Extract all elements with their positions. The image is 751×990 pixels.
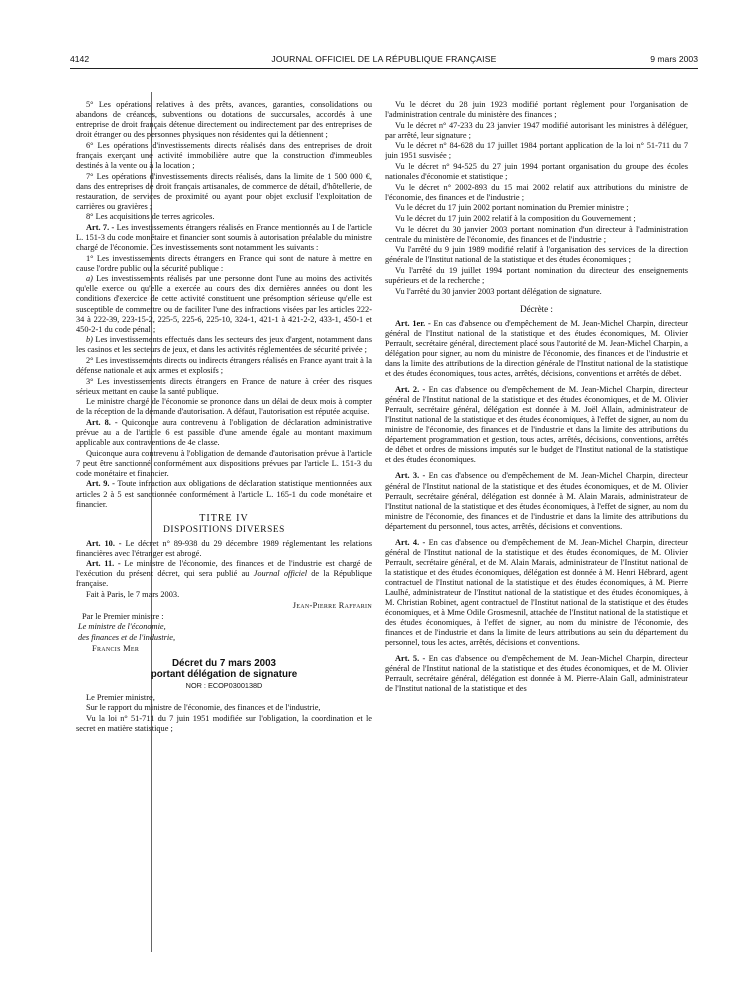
visa: Vu le décret du 17 juin 2002 relatif à la composition du Gouvernement ; [395,214,636,224]
article-heading: Art. 4. - [395,537,426,547]
article-text: En cas d'absence ou d'empêchement de M. Jean-Michel Charpin, directeur général de l'Institut national de la statistique et des études économiques, M. Olivier Perrault, secrétaire général, directement placé sous l'autorité de M. Jean-Michel Charpin, a délégation pour signer, au nom du ministre de l'économie, des finances et de l'industrie et dans la limite des attributions de la direction générale de l'Institut national de la statistique et des études économiques, tous actes, arrêtés, décisions, conventions et arrêtés de débet. [385,318,688,379]
article-text: de la République française. [76,569,372,589]
paragraph: 5° Les opérations relatives à des prêts, avances, garanties, consolidations ou abandons de créances, subventions ou dotations de succursales, accordés à une entreprise de droit français détenue directement ou indirectement par des entreprises de droit étranger ou des personnes physiques non résidentes qui la détiennent ; [76,100,372,140]
visa: Vu l'arrêté du 30 janvier 2003 portant délégation de signature. [395,286,602,296]
visa: Vu le décret n° 47-233 du 23 janvier 1947 modifié autorisant les ministres à déléguer, par arrêté, leur signature ; [385,120,688,140]
section-title: TITRE IV [199,512,249,524]
article-text: En cas d'absence ou d'empêchement de M. Jean-Michel Charpin, directeur général de l'Institut national de la statistique et des études économiques, et de M. Olivier Perrault, secrétaire général, délégation est donnée à M. Joël Allain, administrateur de l'Institut national de la statistique et des études économiques, à l'effet de signer, au nom du ministre de l'économie, des finances et de l'industrie et dans la limite des attributions du département programmation et gestion, tous actes, arrêtés, décisions, conventions, arrêtés de débet et ordres de missions imputés sur le budget de l'Institut national de la statistique et des études économiques. [385,385,688,465]
item-text: Les investissements réalisés par une personne dont l'une au moins des activités qu'elle exerce ou qu'elle a exercée au cours des dix dernières années ou dont les conditions d'exercice de cette activité constituent une présomption sérieuse qu'elle est susceptible de commettre ou de faciliter l'une des infractions visées par les articles 222-34 à 222-39, 223-15-2, 225-5, 225-6, 225-10, 324-1, 421-1 à 421-2-2, 433-1, 450-1 et 450-2-1 du code pénal ; [76,274,372,334]
done-at: Fait à Paris, le 7 mars 2003. [86,590,180,600]
decree-title: Décret du 7 mars 2003 [171,657,276,669]
article-heading: Art. 7. - [86,222,115,232]
article-text: Le décret n° 89-938 du 29 décembre 1989 réglementant les relations financières avec l'étranger est abrogé. [76,538,372,558]
decrees-heading: Décrète : [520,303,553,314]
item-label: b) [86,335,93,345]
article-1 [385,319,688,379]
right-column [385,100,688,982]
visa: Vu le décret n° 94-525 du 27 juin 1994 portant organisation du groupe des écoles nationales d'économie et statistique ; [385,162,688,182]
visa: Vu le décret du 17 juin 2002 portant nomination du Premier ministre ; [395,203,629,213]
article-text: En cas d'absence ou d'empêchement de M. Jean-Michel Charpin, directeur général de l'Institut national de la statistique et des études économiques, et de M. Olivier Perrault, secrétaire général, délégation est donnée à M. Alain Marais, administrateur de l'Institut national de la statistique et des études économiques, à l'effet de signer, au nom du ministre de l'économie, des finances et de l'industrie et dans la limite des attributions du département du personnel, tous actes, arrêtés, décisions et conventions. [385,471,688,531]
paragraph: Quiconque aura contrevenu à l'obligation de demande d'autorisation prévue à l'article 7 peut être sanctionné conformément aux dispositions prévues par l'article L. 151-3 du code monétaire et financier. [76,448,372,478]
visa: Vu le décret n° 2002-893 du 15 mai 2002 relatif aux attributions du ministre de l'économie, des finances et de l'industrie ; [385,182,688,202]
article-heading: Art. 3. - [395,471,426,481]
article-heading: Art. 5. - [395,654,426,664]
article-2 [385,385,688,465]
article-text: En cas d'absence ou d'empêchement de M. Jean-Michel Charpin, directeur général de l'Institut national de la statistique et des études économiques, de M. Olivier Perrault, secrétaire général, et de M. Alain Marais, administrateur de l'Institut national de la statistique et des études économiques, délégation est donnée à M. Henri Hébrard, agent contractuel de l'Institut national de la statistique et des études économiques, à M. Pierre Laulhé, administrateur de l'Institut national de la statistique et des études économiques, à M. Christian Robinet, agent contractuel de l'Institut national de la statistique et des études économiques, et à Mme Odile Grosmesnil, attachée de l'Institut national de la statistique et des études économiques, à l'effet de signer, au nom du ministre de l'économie, des finances et de l'industrie et dans la limite de leurs attributions au sein du département du personnel, tous les actes, arrêtés, décisions et conventions. [385,537,688,648]
publication-date: 9 mars 2003 [650,54,698,64]
article-11 [76,559,372,589]
article-9 [76,479,372,509]
article-heading: Art. 11. - [86,559,121,569]
article-text: Les investissements étrangers réalisés en France mentionnés au I de l'article L. 151-3 du code monétaire et financier sont soumis à autorisation préalable du ministre chargé de l'économie. Ces investissements sont notamment les suivants : [76,222,372,253]
journal-name: Journal officiel [253,569,308,579]
paragraph: 3° Les investissements directs étrangers en France de nature à créer des risques sérieux mettant en cause la santé publique. [76,376,372,396]
section-subtitle: DISPOSITIONS DIVERSES [163,524,285,535]
article-heading: Art. 10. - [86,538,122,548]
signature-prime-minister: Jean-Pierre Raffarin [292,601,372,611]
paragraph: 2° Les investissements directs ou indirects étrangers réalisés en France ayant trait à la défense nationale et aux armes et explosifs ; [76,355,372,375]
paragraph: 6° Les opérations d'investissements directs réalisés dans des entreprises de droit français exerçant une activité immobilière autre que la construction d'immeubles destinés à la vente ou à la location ; [76,140,372,170]
paragraph [76,335,372,355]
visa: Vu le décret du 30 janvier 2003 portant nomination d'un directeur à l'administration centrale du ministère de l'économie, des finances et de l'industrie ; [385,224,688,244]
minister-title: Le ministre de l'économie, [78,622,166,632]
article-heading: Art. 9. - [86,479,115,489]
paragraph: Le Premier ministre, [86,692,155,702]
article-10 [76,539,372,559]
paragraph: 7° Les opérations d'investissements directs réalisés, dans la limite de 1 500 000 €, dans des entreprises de droit français artisanales, de commerce de détail, d'hôtellerie, de restauration, de services de proximité ou ayant pour objet exclusif l'exploitation de carrières ou gravières ; [76,171,372,211]
article-text: Le ministre de l'économie, des finances et de l'industrie est chargé de l'exécution du présent décret, qui sera publié au [76,559,372,579]
article-heading: Art. 8. - [86,417,118,427]
by-prime-minister: Par le Premier ministre : [82,611,164,621]
signature-minister: Francis Mer [92,643,140,653]
article-heading: Art. 2. - [395,385,426,395]
article-text: Quiconque aura contrevenu à l'obligation de déclaration administrative prévue au a de l'article 6 est passible d'une amende égale au montant maximum applicable aux contraventions de 4e classe. [76,417,372,448]
paragraph: Vu la loi n° 51-711 du 7 juin 1951 modifiée sur l'obligation, la coordination et le secret en matière statistique ; [76,713,372,733]
article-text: Toute infraction aux obligations de déclaration statistique mentionnées aux articles 2 à 5 est sanctionnée conformément à l'article L. 165-1 du code monétaire et financier. [76,479,372,509]
left-column [76,100,372,982]
visa: Vu l'arrêté du 19 juillet 1994 portant nomination du directeur des enseignements supérieurs et de la recherche ; [385,266,688,286]
visa: Vu le décret n° 84-628 du 17 juillet 1984 portant application de la loi n° 51-711 du 7 juin 1951 susvisée ; [385,141,688,161]
article-3 [385,471,688,531]
article-5 [385,654,688,694]
decree-subtitle: portant délégation de signature [150,669,298,681]
nor-reference: NOR : ECOP0300138D [185,680,263,690]
article-4 [385,538,688,649]
minister-title: des finances et de l'industrie, [78,632,176,642]
article-7 [76,223,372,253]
visa: Vu l'arrêté du 9 juin 1989 modifié relatif à l'organisation des services de la direction générale de l'Institut national de la statistique et des études économiques ; [385,245,688,265]
article-heading: Art. 1er. - [395,318,431,328]
article-8 [76,418,372,448]
paragraph: Le ministre chargé de l'économie se prononce dans un délai de deux mois à compter de la réception de la demande d'autorisation. A défaut, l'autorisation est réputée acquise. [76,397,372,417]
page-number: 4142 [70,54,90,64]
page-header [70,52,698,69]
paragraph: 1° Les investissements directs étrangers en France qui sont de nature à mettre en cause l'ordre public ou la sécurité publique : [76,253,372,273]
item-label: a) [86,274,93,284]
paragraph [76,274,372,334]
paragraph: 8° Les acquisitions de terres agricoles. [86,212,215,222]
journal-title: JOURNAL OFFICIEL DE LA RÉPUBLIQUE FRANÇAISE [271,54,497,64]
paragraph: Sur le rapport du ministre de l'économie, des finances et de l'industrie, [86,703,321,713]
item-text: Les investissements effectués dans les secteurs des jeux d'argent, notamment dans les casinos et les secteurs de jeux, et dans les activités réglementées de sécurité privée ; [76,335,372,355]
article-text: En cas d'absence ou d'empêchement de M. Jean-Michel Charpin, directeur général de l'Institut national de la statistique et des études économiques, et de M. Olivier Perrault, secrétaire général, délégation est donnée à M. Pierre-Alain Gall, administrateur de l'Institut national de la statistique et des [385,654,688,694]
visa: Vu le décret du 28 juin 1923 modifié portant règlement pour l'organisation de l'administration centrale du ministère des finances ; [385,100,688,120]
